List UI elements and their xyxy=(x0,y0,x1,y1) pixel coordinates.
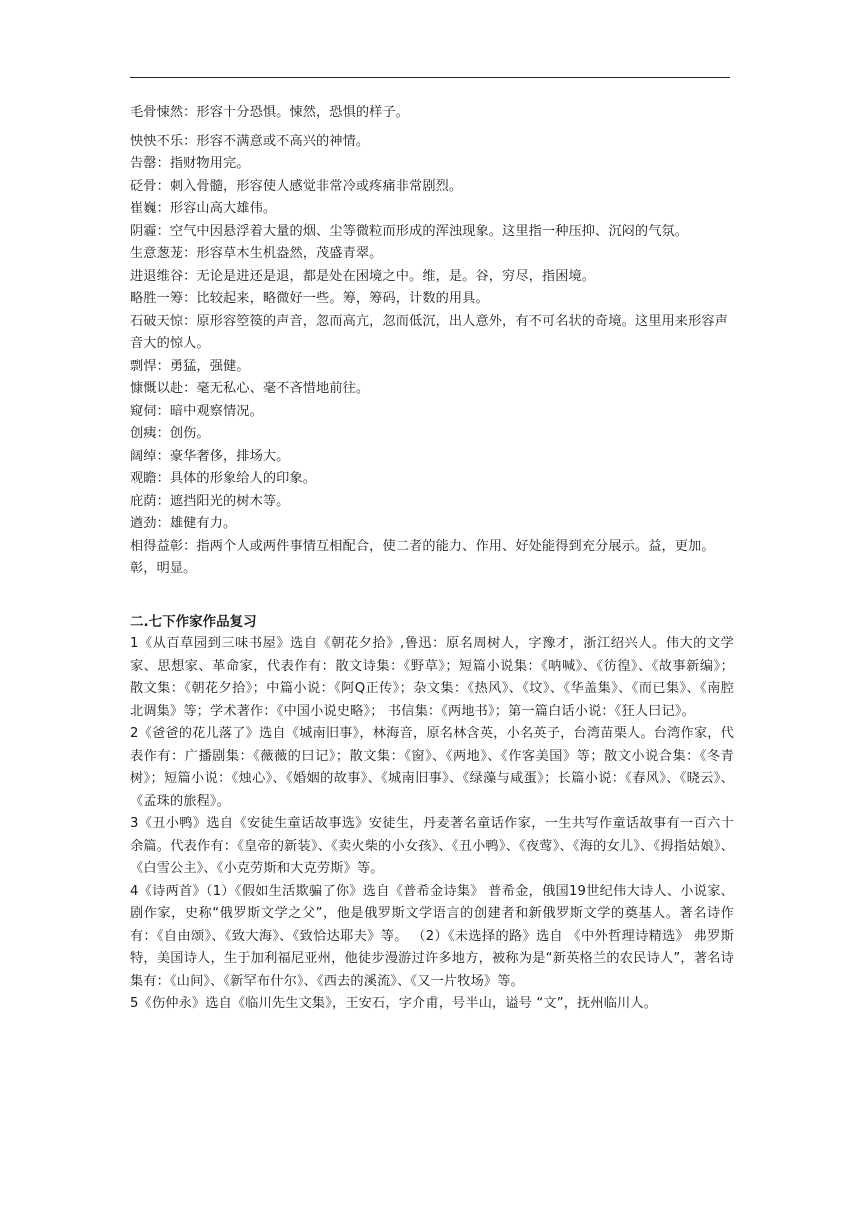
definition-item: 进退维谷：无论是进还是退，都是处在困境之中。维，是。谷，穷尽，指困境。 xyxy=(130,268,596,284)
definition-item: 观瞻：具体的形象给人的印象。 xyxy=(130,471,317,486)
definition-item: 庇荫：遮挡阳光的树木等。 xyxy=(130,493,290,509)
work-entry: 1《从百草园到三味书屋》选自《朝花夕拾》,鲁迅：原名周树人，字豫才，浙江绍兴人。伟大的文学家、思想家、革命家，代表作有：散文诗集：《野草》；短篇小说集：《呐喊》、《彷徨》、《故事新编》； 散文集：《朝花夕拾》；中篇小说：《阿Q正传》；杂文集：《热风》、《坟》、《华盖集》、《而已集》、《南腔北调集》等；学术著作：《中国小说史略》； 书信集：《两地书》；第一篇白话小说：《狂人曰记》。 xyxy=(130,636,734,719)
work-entry: 3《丑小鸭》选自《安徒生童话故事选》安徒生，丹麦著名童话作家，一生共写作童话故事有一百六十余篇。代表作有：《皇帝的新装》、《卖火柴的小女孩》、《丑小鸭》、《夜莺》、《海的女儿》、《拇指姑娘》、《白雪公主》、《小克劳斯和大克劳斯》等。 xyxy=(130,816,734,876)
definition-item: 遒劲：雄健有力。 xyxy=(130,516,237,531)
definition-item: 砭骨：刺入骨髓，形容使人感觉非常冷或疼痛非常剧烈。 xyxy=(130,178,463,194)
section-heading: 二.七下作家作品复习 xyxy=(130,613,257,630)
work-entry: 5《伤仲永》选自《临川先生文集》，王安石，字介甫，号半山，谥号 “文”，抚州临川人。 xyxy=(130,996,658,1011)
definition-item: 告罄：指财物用完。 xyxy=(130,156,250,171)
definition-item: 生意葱茏：形容草木生机盎然，茂盛青翠。 xyxy=(130,246,383,261)
definition-item: 石破天惊：原形容箜篌的声音，忽而高亢，忽而低沉，出人意外，有不可名状的奇境。这里用来形容声音大的惊人。 xyxy=(130,313,728,351)
definition-item: 怏怏不乐：形容不满意或不高兴的神情。 xyxy=(130,133,370,149)
definition-item: 创痍：创伤。 xyxy=(130,426,210,441)
definition-item: 毛骨悚然：形容十分恐惧。悚然，恐惧的样子。 xyxy=(130,105,410,120)
definition-item: 阴霾：空气中因悬浮着大量的烟、尘等微粒而形成的浑浊现象。这里指一种压抑、沉闷的气氛。 xyxy=(130,223,689,239)
header-rule xyxy=(130,77,730,78)
definition-item: 崔巍：形容山高大雄伟。 xyxy=(130,201,277,216)
work-entry: 2《爸爸的花儿落了》选自《城南旧事》，林海音，原名林含英，小名英子，台湾苗栗人。台湾作家，代表作有：广播剧集：《薇薇的曰记》；散文集：《窗》、《两地》、《作客美国》等；散文小说合集：《冬青树》；短篇小说：《烛心》、《婚姻的故事》、《城南旧事》、《绿藻与咸蛋》；长篇小说：《春风》、《晓云》、《孟珠的旅程》。 xyxy=(130,726,734,809)
definition-item: 窥伺：暗中观察情况。 xyxy=(130,403,263,419)
work-entry: 4《诗两首》（1）《假如生活欺骗了你》选自《普希金诗集》 普希金，俄国19世纪伟大诗人、小说家、剧作家，史称“俄罗斯文学之父”，他是俄罗斯文学语言的创建者和新俄罗斯文学的奠基人。著名诗作有：《自由颂》、《致大海》、《致恰达耶夫》等。 （2）《未选择的路》选自 《中外哲理诗精选》 弗罗斯特，美国诗人，生于加利福尼亚州，他徒步漫游过许多地方，被称为是“新英格兰的农民诗人”，著名诗集有：《山间》、《新罕布什尔》、《西去的溪流》、《又一片牧场》等。 xyxy=(130,883,734,989)
definition-item: 慷慨以赴：毫无私心、毫不吝惜地前往。 xyxy=(130,381,370,396)
definition-item: 剽悍：勇猛，强健。 xyxy=(130,358,250,374)
document-body xyxy=(130,102,734,1016)
definition-item: 阔绰：豪华奢侈，排场大。 xyxy=(130,448,290,464)
definition-item: 略胜一筹：比较起来，略微好一些。筹，筹码，计数的用具。 xyxy=(130,291,489,306)
definition-item: 相得益彰：指两个人或两件事情互相配合，使二者的能力、作用、好处能得到充分展示。益，更加。彰，明显。 xyxy=(130,538,715,576)
